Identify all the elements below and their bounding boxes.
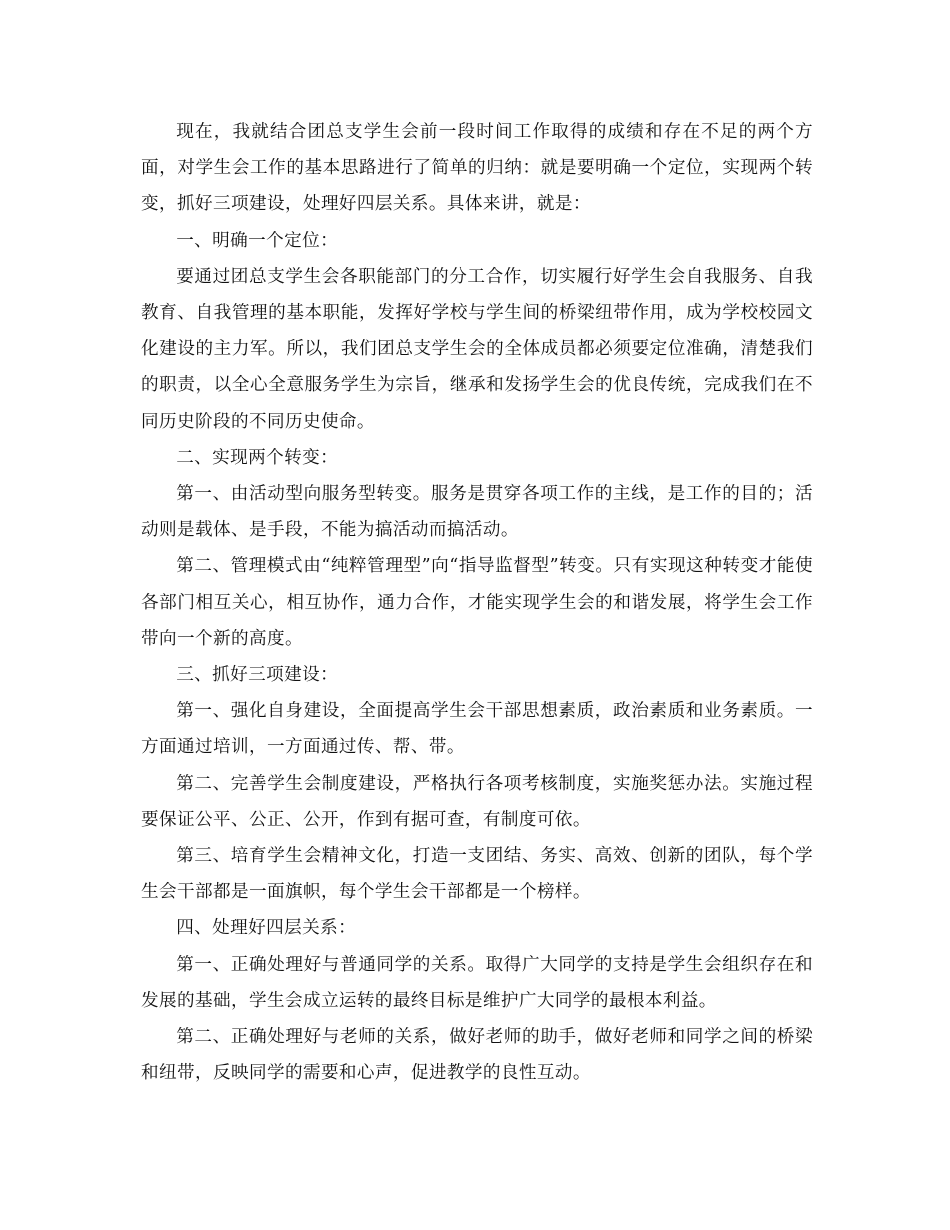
paragraph-section-3-item-3: 第三、培育学生会精神文化，打造一支团结、务实、高效、创新的团队，每个学生会干部都是一面旗帜，每个学生会干部都是一个榜样。 — [141, 846, 813, 903]
paragraph-section-2-item-2: 第二、管理模式由“纯粹管理型”向“指导监督型”转变。只有实现这种转变才能使各部门相互关心，相互协作，通力合作，才能实现学生会的和谐发展，将学生会工作带向一个新的高度。 — [141, 556, 813, 649]
paragraph-section-3-item-1: 第一、强化自身建设，全面提高学生会干部思想素质，政治素质和业务素质。一方面通过培训，一方面通过传、帮、带。 — [141, 701, 813, 758]
document-body — [141, 114, 813, 1091]
heading-section-3: 三、抓好三项建设： — [176, 665, 339, 686]
paragraph-section-3-item-2: 第二、完善学生会制度建设，严格执行各项考核制度，实施奖惩办法。实施过程要保证公平、公正、公开，作到有据可查，有制度可依。 — [141, 773, 813, 830]
paragraph-section-4-item-2: 第二、正确处理好与老师的关系，做好老师的助手，做好老师和同学之间的桥梁和纽带，反映同学的需要和心声，促进教学的良性互动。 — [141, 1027, 813, 1084]
paragraph-section-4-item-1: 第一、正确处理好与普通同学的关系。取得广大同学的支持是学生会组织存在和发展的基础，学生会成立运转的最终目标是维护广大同学的最根本利益。 — [141, 954, 813, 1011]
paragraph-section-1: 要通过团总支学生会各职能部门的分工合作，切实履行好学生会自我服务、自我教育、自我管理的基本职能，发挥好学校与学生间的桥梁纽带作用，成为学校校园文化建设的主力军。所以，我们团总支学生会的全体成员都必须要定位准确，清楚我们的职责，以全心全意服务学生为宗旨，继承和发扬学生会的优良传统，完成我们在不同历史阶段的不同历史使命。 — [141, 266, 813, 432]
paragraph-intro: 现在，我就结合团总支学生会前一段时间工作取得的成绩和存在不足的两个方面，对学生会工作的基本思路进行了简单的归纳：就是要明确一个定位，实现两个转变，抓好三项建设，处理好四层关系。具体来讲，就是： — [141, 122, 813, 215]
heading-section-1: 一、明确一个定位： — [176, 230, 339, 251]
heading-section-4: 四、处理好四层关系： — [176, 918, 357, 939]
paragraph-section-2-item-1: 第一、由活动型向服务型转变。服务是贯穿各项工作的主线，是工作的目的；活动则是载体、是手段，不能为搞活动而搞活动。 — [141, 484, 813, 541]
heading-section-2: 二、实现两个转变： — [176, 447, 339, 468]
